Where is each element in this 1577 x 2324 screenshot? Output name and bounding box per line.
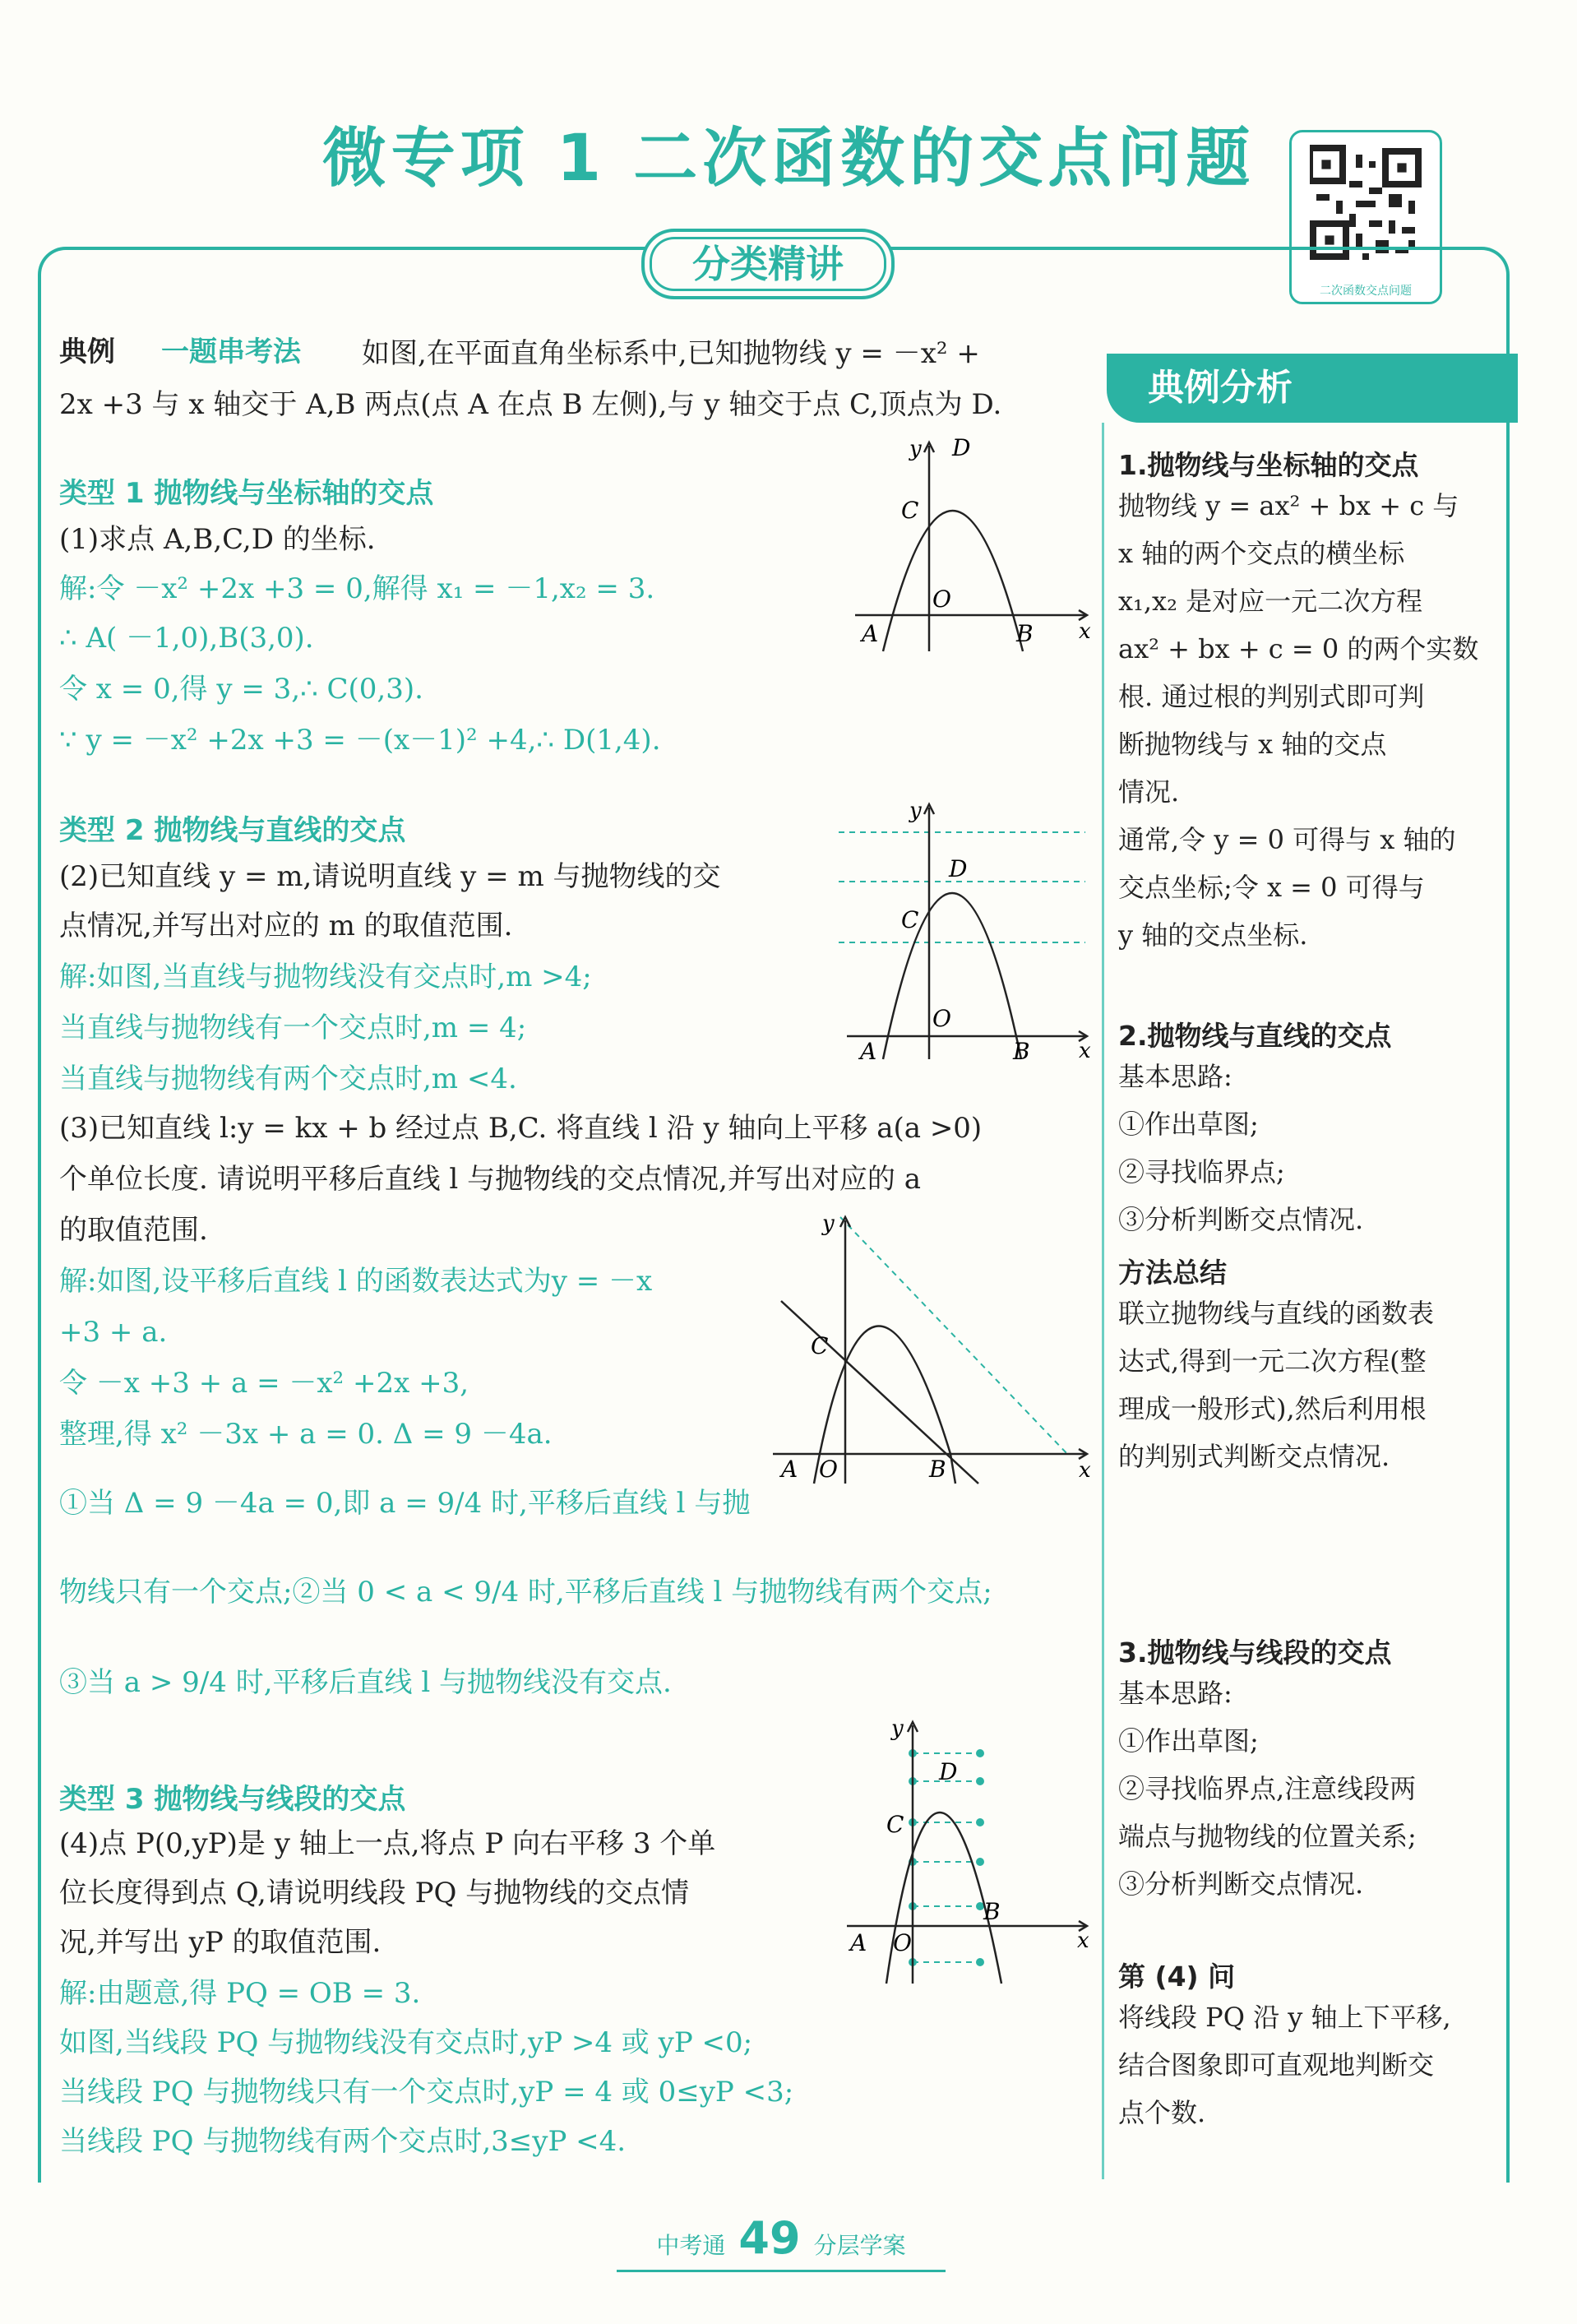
type1-question: (1)求点 A,B,C,D 的坐标. bbox=[59, 523, 376, 556]
side-s1-line-2: x 轴的两个交点的横坐标 bbox=[1118, 538, 1405, 569]
type2-question-2: 点情况,并写出对应的 m 的取值范围. bbox=[59, 910, 513, 942]
intro-label: 典例 bbox=[59, 336, 115, 368]
type1-solution-4: ∵ y = －x² +2x +3 = －(x－1)² +4,∴ D(1,4). bbox=[59, 724, 661, 757]
type2-solution-3: 当直线与抛物线有两个交点时,m <4. bbox=[59, 1062, 517, 1095]
side-s3-line-1: 基本思路: bbox=[1118, 1678, 1232, 1709]
footer-left: 中考通 bbox=[656, 2232, 726, 2259]
type2-question-1: (2)已知直线 y = m,请说明直线 y = m 与抛物线的交 bbox=[59, 860, 721, 893]
intro-tag: 一题串考法 bbox=[161, 336, 301, 368]
type3-solution-1: 解:由题意,得 PQ = OB = 3. bbox=[59, 1977, 421, 2010]
q3-solution-5: ①当 Δ = 9 －4a = 0,即 a = 9/4 时,平移后直线 l 与抛 bbox=[59, 1487, 751, 1520]
type1-solution-3: 令 x = 0,得 y = 3,∴ C(0,3). bbox=[59, 673, 423, 706]
type1-solution-2: ∴ A( －1,0),B(3,0). bbox=[59, 622, 314, 655]
side-s1-line-10: y 轴的交点坐标. bbox=[1118, 919, 1308, 951]
q3-solution-6: 物线只有一个交点;②当 0 < a < 9/4 时,平移后直线 l 与抛物线有两个交点; bbox=[59, 1576, 992, 1609]
side-s4-heading: 第 (4) 问 bbox=[1118, 1961, 1236, 1993]
side-s1-line-1: 抛物线 y = ax² + bx + c 与 bbox=[1118, 490, 1459, 521]
q3-solution-7: ③当 a > 9/4 时,平移后直线 l 与抛物线没有交点. bbox=[59, 1666, 672, 1699]
graph-2-origin: O bbox=[932, 1005, 951, 1032]
type3-solution-2: 如图,当线段 PQ 与抛物线没有交点时,yP >4 或 yP <0; bbox=[59, 2026, 753, 2059]
type1-solution-1: 解:令 －x² +2x +3 = 0,解得 x₁ = －1,x₂ = 3. bbox=[59, 572, 655, 605]
side-s1-line-6: 断抛物线与 x 轴的交点 bbox=[1118, 729, 1387, 760]
q3-solution-4: 整理,得 x² －3x + a = 0. Δ = 9 －4a. bbox=[59, 1418, 553, 1451]
side-s3-heading: 3.抛物线与线段的交点 bbox=[1118, 1637, 1392, 1669]
side-method-line-2: 达式,得到一元二次方程(整 bbox=[1118, 1345, 1427, 1377]
graph-4-point-a: A bbox=[850, 1929, 867, 1956]
graph-4-point-c: C bbox=[886, 1811, 904, 1838]
graph-2-point-a: A bbox=[860, 1038, 877, 1061]
type3-question-1: (4)点 P(0,yP)是 y 轴上一点,将点 P 向右平移 3 个单 bbox=[59, 1827, 716, 1860]
graph-1-point-a: A bbox=[862, 620, 879, 647]
graph-1-origin: O bbox=[932, 586, 951, 613]
page-footer bbox=[617, 2212, 946, 2272]
side-s2-heading: 2.抛物线与直线的交点 bbox=[1118, 1020, 1392, 1052]
side-method-line-3: 理成一般形式),然后利用根 bbox=[1118, 1393, 1427, 1424]
q3-line-2: 个单位长度. 请说明平移后直线 l 与抛物线的交点情况,并写出对应的 a bbox=[59, 1163, 921, 1196]
side-s3-line-3: ②寻找临界点,注意线段两 bbox=[1118, 1773, 1417, 1804]
graph-3 bbox=[765, 1209, 1094, 1488]
graph-3-point-b: B bbox=[929, 1456, 946, 1483]
type2-heading: 类型 2 抛物线与直线的交点 bbox=[59, 814, 406, 847]
type3-solution-3: 当线段 PQ 与抛物线只有一个交点时,yP = 4 或 0≤yP <3; bbox=[59, 2076, 794, 2109]
side-method-line-1: 联立抛物线与直线的函数表 bbox=[1118, 1298, 1435, 1329]
graph-4-x-label: x bbox=[1077, 1928, 1089, 1953]
section-label: 分类精讲 bbox=[641, 229, 895, 299]
type3-solution-4: 当线段 PQ 与抛物线有两个交点时,3≤yP <4. bbox=[59, 2125, 627, 2158]
graph-2-point-c: C bbox=[901, 906, 919, 933]
side-s3-line-2: ①作出草图; bbox=[1118, 1725, 1259, 1757]
footer-right: 分层学案 bbox=[813, 2232, 906, 2259]
graph-3-point-a: A bbox=[781, 1456, 798, 1483]
side-panel-title: 典例分析 bbox=[1107, 354, 1518, 423]
side-s3-line-5: ③分析判断交点情况. bbox=[1118, 1868, 1364, 1900]
graph-3-y-label: y bbox=[822, 1211, 835, 1236]
graph-1-x-label: x bbox=[1079, 619, 1091, 644]
side-s2-line-2: ①作出草图; bbox=[1118, 1109, 1259, 1140]
side-s4-line-3: 点个数. bbox=[1118, 2097, 1206, 2128]
graph-3-x-label: x bbox=[1079, 1458, 1091, 1483]
q3-solution-2: +3 + a. bbox=[59, 1316, 168, 1349]
page-number: 49 bbox=[738, 2212, 801, 2264]
side-s1-heading: 1.抛物线与坐标轴的交点 bbox=[1118, 449, 1419, 481]
graph-1-point-c: C bbox=[901, 497, 919, 524]
graph-2-x-label: x bbox=[1079, 1039, 1091, 1061]
type3-heading: 类型 3 抛物线与线段的交点 bbox=[59, 1783, 406, 1816]
graph-2-y-label: y bbox=[909, 799, 922, 823]
graph-4 bbox=[839, 1715, 1094, 1987]
graph-4-y-label: y bbox=[891, 1716, 904, 1741]
graph-1 bbox=[847, 436, 1094, 658]
graph-1-point-d: D bbox=[952, 436, 971, 461]
q3-solution-3: 令 －x +3 + a = －x² +2x +3, bbox=[59, 1367, 469, 1400]
q3-solution-1: 解:如图,设平移后直线 l 的函数表达式为y = －x bbox=[59, 1265, 653, 1298]
side-s1-line-4: ax² + bx + c = 0 的两个实数 bbox=[1118, 633, 1479, 664]
side-s2-line-3: ②寻找临界点; bbox=[1118, 1156, 1285, 1187]
graph-4-point-b: B bbox=[983, 1898, 1001, 1925]
type2-solution-2: 当直线与抛物线有一个交点时,m = 4; bbox=[59, 1012, 527, 1044]
intro-line-2: 2x +3 与 x 轴交于 A,B 两点(点 A 在点 B 左侧),与 y 轴交于点 C,顶点为 D. bbox=[59, 388, 1002, 421]
intro-line-1: 如图,在平面直角坐标系中,已知抛物线 y = －x² + bbox=[362, 337, 980, 370]
graph-4-point-d: D bbox=[939, 1758, 958, 1785]
side-s2-line-1: 基本思路: bbox=[1118, 1061, 1232, 1092]
graph-3-origin: O bbox=[819, 1456, 838, 1483]
side-method-heading: 方法总结 bbox=[1118, 1257, 1227, 1289]
side-s4-line-1: 将线段 PQ 沿 y 轴上下平移, bbox=[1118, 2002, 1451, 2033]
type3-question-2: 位长度得到点 Q,请说明线段 PQ 与抛物线的交点情 bbox=[59, 1877, 690, 1910]
graph-3-point-c: C bbox=[811, 1332, 829, 1359]
type1-heading: 类型 1 抛物线与坐标轴的交点 bbox=[59, 477, 434, 510]
graph-1-y-label: y bbox=[909, 437, 922, 461]
page-title: 微专项 1 二次函数的交点问题 bbox=[321, 122, 1256, 196]
side-s1-line-5: 根. 通过根的判别式即可判 bbox=[1118, 681, 1425, 712]
side-s3-line-4: 端点与抛物线的位置关系; bbox=[1118, 1821, 1417, 1852]
side-s1-line-9: 交点坐标;令 x = 0 可得与 bbox=[1118, 872, 1425, 903]
qr-caption: 二次函数交点问题 bbox=[1320, 285, 1412, 298]
side-s1-line-7: 情况. bbox=[1118, 776, 1180, 808]
q3-line-1: (3)已知直线 l:y = kx + b 经过点 B,C. 将直线 l 沿 y 轴向上平移 a(a >0) bbox=[59, 1112, 983, 1145]
side-method-line-4: 的判别式判断交点情况. bbox=[1118, 1441, 1390, 1472]
type3-question-3: 况,并写出 yP 的取值范围. bbox=[59, 1926, 382, 1959]
graph-2 bbox=[839, 798, 1094, 1061]
q3-line-3: 的取值范围. bbox=[59, 1214, 208, 1247]
type2-solution-1: 解:如图,当直线与抛物线没有交点时,m >4; bbox=[59, 961, 592, 993]
side-s1-line-8: 通常,令 y = 0 可得与 x 轴的 bbox=[1118, 824, 1456, 855]
graph-1-point-b: B bbox=[1016, 620, 1034, 647]
side-s4-line-2: 结合图象即可直观地判断交 bbox=[1118, 2049, 1435, 2081]
graph-4-origin: O bbox=[893, 1929, 912, 1956]
side-s1-line-3: x₁,x₂ 是对应一元二次方程 bbox=[1118, 586, 1423, 617]
side-s2-line-4: ③分析判断交点情况. bbox=[1118, 1204, 1364, 1235]
graph-2-point-b: B bbox=[1013, 1038, 1030, 1061]
graph-2-point-d: D bbox=[949, 855, 968, 882]
